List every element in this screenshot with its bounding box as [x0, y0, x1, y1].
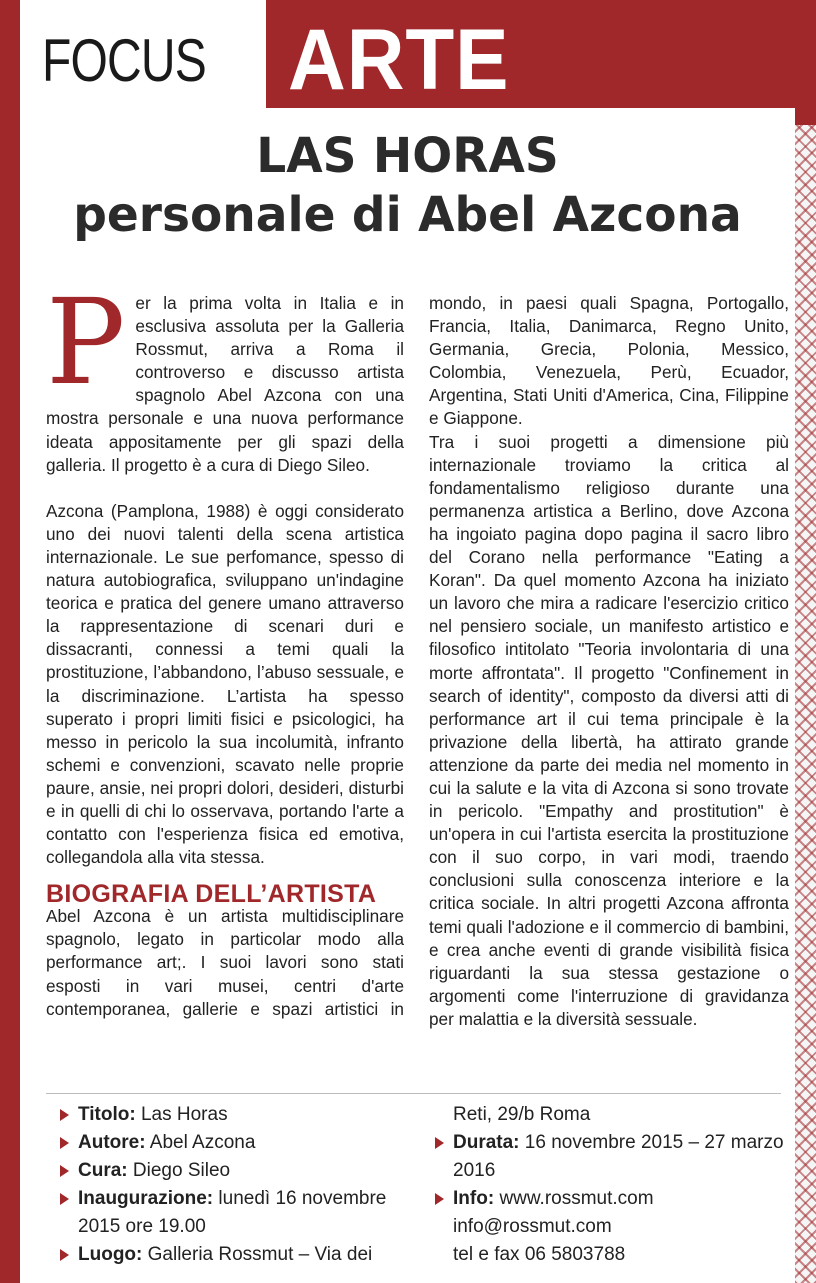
- section-label: FOCUS: [42, 27, 206, 94]
- arrow-icon: [435, 1137, 444, 1149]
- info-luogo-continued: Reti, 29/b Roma: [453, 1104, 591, 1125]
- right-edge-pattern: [795, 125, 816, 1283]
- biography-heading: BIOGRAFIA DELL’ARTISTA: [46, 880, 377, 909]
- right-edge-band: [795, 0, 816, 125]
- biography-paragraph-2: Tra i suoi progetti a dimensione più internazionale troviamo la critica al fondamentalismo religioso durante una permanenza artistica a Berlino, dove Azcona ha ingoiato pagina dopo pagina il sacro libro del Corano nella performance "Eating a Koran". Da quel momento Azcona ha iniziato un lavoro che mira a radicare l'esercizio critico nel pensiero sociale, un manifesto artistico e filosofico intitolato "Teoria involontaria di una morte affrontata". Il progetto "Confinement in search of identity", composto da diversi atti di performance art il cui tema principale è la privazione della libertà, ha attirato grande attenzione da parte dei media nel momento in cui la salute e la vita di Azcona si sono trovate in pericolo. "Empathy and prostitution" è un'opera in cui l'artista esercita la prostituzione con il suo corpo, in vari modi, traendo conclusioni sulla conoscenza interiore e la critica sociale. In altri progetti Azcona affronta temi quali l'adozione e il commercio di bambini, e crea anche eventi di grande visibilità fisica riguardanti la sua stessa gestazione o argomenti come l'interruzione di gravidanza per malattia e la diversità sessuale.: [429, 431, 789, 1029]
- intro-text: er la prima volta in Italia e in esclusiva assoluta per la Galleria Rossmut, arriva a Roma il controverso e discusso artista spagnolo Abel Azcona con una mostra personale e una nuova performance ideata appositamente per gli spazi della galleria. Il progetto è a cura di Diego Sileo.: [46, 293, 404, 475]
- info-divider: [46, 1093, 781, 1094]
- biography-paragraph-1-continued: mondo, in paesi quali Spagna, Portogallo, Francia, Italia, Danimarca, Regno Unito, Germania, Grecia, Polonia, Messico, Colombia, Venezuela, Perù, Ecuador, Argentina, Stati Uniti d'America, Cina, Filippine e Giappone.: [429, 293, 789, 429]
- info-phone: tel e fax 06 5803788: [453, 1244, 626, 1265]
- info-inaugurazione: Inaugurazione: lunedì 16 novembre 2015 ore 19.00: [60, 1185, 430, 1241]
- drop-cap: P: [46, 273, 126, 411]
- arrow-icon: [435, 1193, 444, 1205]
- info-autore: Autore: Abel Azcona: [60, 1129, 430, 1157]
- info-box-right: [435, 1101, 795, 1269]
- info-box-left: [60, 1101, 430, 1269]
- category-label: ARTE: [288, 12, 510, 108]
- article-title: [20, 130, 795, 244]
- info-email[interactable]: info@rossmut.com: [453, 1216, 612, 1237]
- article-page: [20, 0, 795, 1283]
- arrow-icon: [60, 1165, 69, 1177]
- arrow-icon: [60, 1109, 69, 1121]
- arrow-icon: [60, 1137, 69, 1149]
- title-line-1: LAS HORAS: [256, 128, 559, 184]
- arrow-icon: [60, 1193, 69, 1205]
- arrow-icon: [60, 1249, 69, 1261]
- info-contatti: Info: www.rossmut.com: [435, 1185, 795, 1213]
- column-left: [46, 273, 404, 1020]
- info-durata: Durata: 16 novembre 2015 – 27 marzo 2016: [435, 1129, 795, 1185]
- website-link[interactable]: www.rossmut.com: [499, 1188, 654, 1209]
- biography-paragraph-1: Abel Azcona è un artista multidisciplinare spagnolo, legato in particolar modo alla performance art;. I suoi lavori sono stati esposti in vari musei, centri d'arte contemporanea, gallerie e spazi artistici in: [46, 906, 404, 1019]
- info-cura: Cura: Diego Sileo: [60, 1157, 430, 1185]
- info-luogo: Luogo: Galleria Rossmut – Via dei: [60, 1241, 430, 1269]
- intro-paragraph: [46, 273, 404, 477]
- title-line-2: personale di Abel Azcona: [73, 187, 742, 243]
- body-paragraph-1: Azcona (Pamplona, 1988) è oggi considerato uno dei nuovi talenti della scena artistica internazionale. Le sue perfomance, spesso di natura autobiografica, sviluppano un'indagine teorica e pratica del genere umano attraverso la rappresentazione di scenari duri e dissacranti, connessi a temi quali la prostituzione, l’abbandono, l’abuso sessuale, e la discriminazione. L’artista ha spesso superato i propri limiti fisici e psicologici, ha messo in pericolo la sua incolumità, infranto schemi e convenzioni, scavato nelle proprie paure, ansie, nei propri dolori, desideri, disturbi e in quelli di chi lo osservava, portando l'arte a contatto con l'esperienza fisica ed emotiva, collegandola alla vita stessa.: [46, 500, 404, 868]
- column-right: [429, 292, 789, 1031]
- info-titolo: Titolo: Las Horas: [60, 1101, 430, 1129]
